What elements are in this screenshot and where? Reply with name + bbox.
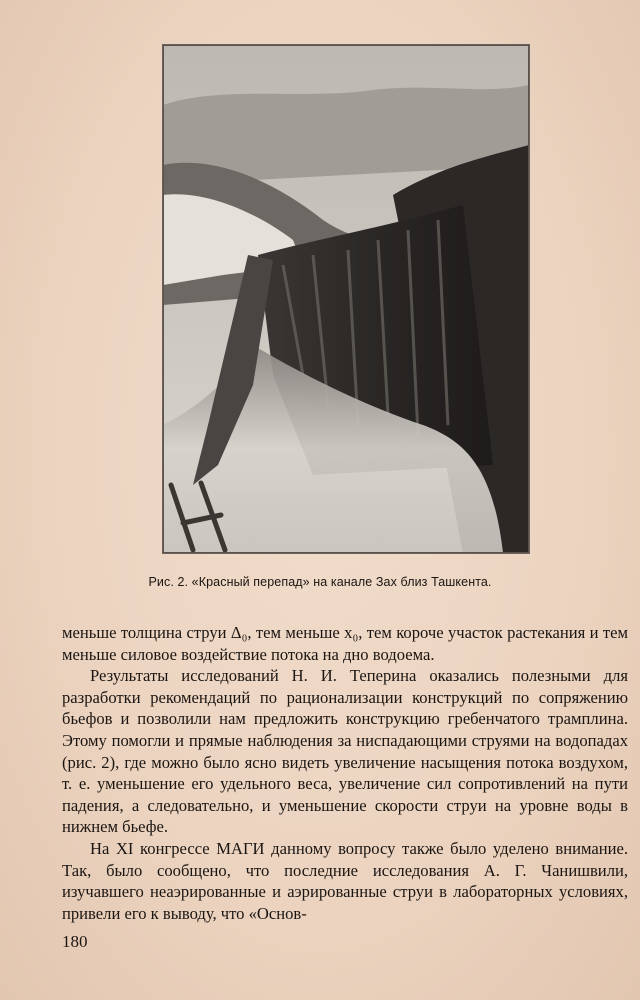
body-text <box>62 622 628 924</box>
paragraph-1: меньше толщина струи Δ₀, тем меньше x₀, тем короче участок растекания и тем меньше силовое воздействие потока на дно водоема. <box>62 623 628 664</box>
waterfall-photo <box>163 45 529 553</box>
paragraph-3: На XI конгрессе МАГИ данному вопросу также было уделено внимание. Так, было сообщено, что последние исследования А. Г. Чанишвили, изучавшего неаэрированные и аэрированные струи в лабораторных условиях, привели его к выводу, что «Основ- <box>62 838 628 923</box>
paragraph-2: Результаты исследований Н. И. Теперина оказались полезными для разработки рекомендаций по рационализации конструкций по сопряжению бьефов и позволили нам предложить конструкцию гребенчатого трамплина. Этому помогли и прямые наблюдения за ниспадающими струями на водопадах (рис. 2), где можно было ясно видеть увеличение насыщения потока воздухом, т. е. уменьшение его удельного веса, увеличение сил сопротивлений на пути падения, а следовательно, и уменьшение скорости струи на уровне воды в нижнем бьефе. <box>62 666 628 837</box>
figure-caption: Рис. 2. «Красный перепад» на канале Зах близ Ташкента. <box>148 575 492 589</box>
page-number: 180 <box>62 932 88 951</box>
